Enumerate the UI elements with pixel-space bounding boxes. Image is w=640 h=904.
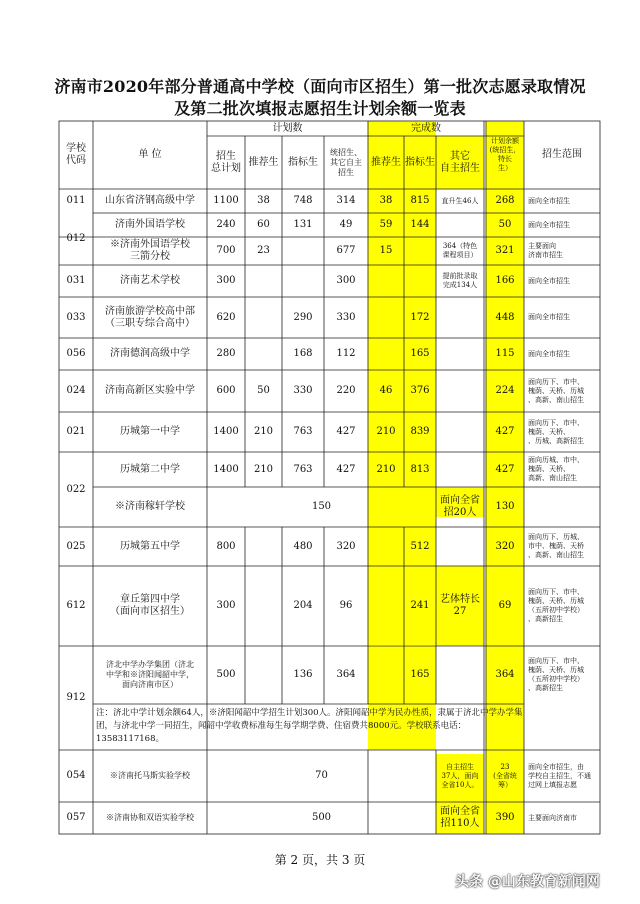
cell-unit: 历城第二中学 xyxy=(120,463,180,475)
cell-remain: 115 xyxy=(495,348,515,359)
header-plan-group: 计划数 xyxy=(272,122,303,134)
cell-rec: 210 xyxy=(253,426,274,437)
cell-quota: 136 xyxy=(293,669,313,680)
cell-uni: 427 xyxy=(336,463,356,475)
cell-total: 1400 xyxy=(213,463,239,475)
cell-unit: ※济南外国语学校 三箭分校 xyxy=(110,239,190,262)
cell-scope: 主要面向 济南市招生 xyxy=(528,242,563,259)
cell-merged-plan: 70 xyxy=(315,770,328,781)
cell-unit: 济南德润高级中学 xyxy=(110,348,190,359)
header-remain: 计划余额 (统招生， 特长 生） xyxy=(489,137,521,172)
row-code: 031 xyxy=(66,275,86,286)
cell-scope: 面向历下、市中、 槐荫、天桥、历城 （五所初中学校） 、高新招生 xyxy=(528,588,584,623)
cell-d-rec: 210 xyxy=(376,426,396,437)
cell-rec xyxy=(245,265,282,297)
cell-rec: 23 xyxy=(257,245,270,256)
cell-scope: 面向历下、市中、 槐荫、天桥、历城 （五所初中学校） 、高新招生 xyxy=(528,657,584,692)
cell-d-other: 自主招生 37人，面向 全省10人。 xyxy=(441,762,479,789)
row-code: 056 xyxy=(66,348,86,359)
cell-d-other xyxy=(436,452,484,487)
page-footer: 第 2 页，共 3 页 xyxy=(274,853,366,867)
cell-rec xyxy=(245,297,282,338)
cell-remain: 50 xyxy=(498,219,512,230)
cell-d-rec xyxy=(368,265,404,297)
cell-rec: 50 xyxy=(257,385,270,396)
cell-d-quota xyxy=(404,237,436,265)
cell-uni: 220 xyxy=(336,385,356,396)
cell-remain: 130 xyxy=(495,501,515,512)
cell-uni: 330 xyxy=(336,311,356,323)
cell-unit: ※济南托马斯实验学校 xyxy=(110,771,190,780)
cell-d-quota: 165 xyxy=(410,348,430,359)
cell-quota: 168 xyxy=(293,348,313,359)
header-plan-unified: 统招生、 其它自主 招生 xyxy=(330,147,362,177)
cell-remain: 320 xyxy=(495,540,515,552)
cell-d-quota: 241 xyxy=(410,600,430,611)
cell-d-rec xyxy=(368,338,404,370)
cell-scope: 面向历下、市中、 槐荫、天桥、 、历城、高新招生 xyxy=(528,418,584,445)
cell-rec: 38 xyxy=(257,195,270,206)
row-code: 022 xyxy=(66,483,86,495)
cell-unit: 章丘第四中学 （面向市区招生） xyxy=(110,594,190,617)
cell-d-rec xyxy=(368,646,404,704)
cell-d-other: 面向全省 招20人 xyxy=(440,495,480,518)
row-code: 024 xyxy=(66,385,86,396)
cell-total: 500 xyxy=(216,669,236,680)
cell-rec: 60 xyxy=(257,219,270,230)
watermark: 头条 @山东教育新闻网 xyxy=(455,874,600,890)
cell-remain: 390 xyxy=(495,812,515,823)
row-code: 012 xyxy=(66,233,86,244)
row-code: 057 xyxy=(66,812,86,823)
cell-uni: 112 xyxy=(336,348,356,359)
cell-d-rec: 38 xyxy=(379,195,393,206)
cell-unit: 济南艺术学校 xyxy=(120,275,180,286)
cell-d-quota: 376 xyxy=(410,385,430,396)
cell-scope: 面向全市招生 xyxy=(528,349,570,358)
cell-d-other xyxy=(436,527,484,566)
cell-d-other: 提前批录取 完成134人 xyxy=(442,272,478,289)
cell-d-quota: 512 xyxy=(410,540,430,552)
cell-d-other: 直升生46人 xyxy=(441,196,479,205)
cell-quota: 290 xyxy=(293,311,313,323)
cell-remain: 268 xyxy=(495,195,515,206)
cell-remain: 427 xyxy=(495,426,515,437)
cell-uni: 364 xyxy=(336,669,356,680)
cell-d-rec xyxy=(368,527,404,566)
cell-total: 1100 xyxy=(213,195,239,206)
cell-total: 620 xyxy=(216,311,236,323)
cell-d-rec xyxy=(368,566,404,646)
header-done-quota: 指标生 xyxy=(405,156,435,168)
cell-d-other xyxy=(436,370,484,412)
cell-d-quota: 172 xyxy=(410,311,430,323)
cell-remain: 448 xyxy=(495,311,515,323)
header-done-group: 完成数 xyxy=(411,122,441,134)
cell-d-quota: 144 xyxy=(410,219,430,230)
cell-scope: 面向历城、市中、 槐荫、天桥、 高新、南山招生 xyxy=(528,456,584,482)
cell-unit: 济南旅游学校高中部 （三职专综合高中） xyxy=(105,305,195,329)
cell-merged-plan: 150 xyxy=(311,501,332,512)
cell-rec xyxy=(245,566,282,646)
note-912: 注：济北中学计划余额64人，※济阳闻韶中学招生计划300人。济阳闻韶中学为民办性质，隶属于济北中学办学集团，与济北中学一同招生，闻韶中学收费标准每生每学期学费、住宿费共8000元。学校联系电话：13583117168。 xyxy=(96,708,523,744)
cell-total: 300 xyxy=(216,600,236,611)
cell-quota: 748 xyxy=(293,195,313,206)
cell-scope: 面向全市招生 xyxy=(528,196,570,205)
cell-d-other: 面向全省 招110人 xyxy=(440,806,480,829)
cell-remain: 224 xyxy=(495,385,515,396)
row-code: 912 xyxy=(66,692,86,703)
cell-remain: 427 xyxy=(495,463,515,475)
cell-d-other xyxy=(436,213,484,237)
cell-scope: 面向全市招生，由 学校自主招生，不通 过网上填报志愿 xyxy=(528,762,591,789)
cell-d-quota: 815 xyxy=(410,195,430,206)
cell-quota: 763 xyxy=(293,426,313,437)
cell-d-rec: 15 xyxy=(379,245,393,256)
cell-total: 300 xyxy=(216,275,236,286)
cell-unit: 历城第五中学 xyxy=(120,540,180,552)
cell-uni: 320 xyxy=(336,540,356,552)
header-scope: 招生范围 xyxy=(542,149,582,160)
cell-scope: 面向全市招生 xyxy=(528,276,570,285)
cell-d-other: 364（特色 课程项目） xyxy=(442,242,478,259)
cell-unit: 济南高新区实验中学 xyxy=(105,385,195,396)
cell-rec xyxy=(245,527,282,566)
cell-scope xyxy=(524,487,600,527)
cell-remain: 69 xyxy=(498,600,512,611)
cell-d-rec: 59 xyxy=(379,219,393,230)
page-title-line2: 及第二批次填报志愿招生计划余额一览表 xyxy=(174,99,466,118)
cell-d-other: 艺体特长 27 xyxy=(440,594,480,617)
cell-scope: 面向历下、历城、 市中、槐荫、天桥 、高新、南山招生 xyxy=(528,533,584,559)
cell-d-quota: 813 xyxy=(410,463,430,475)
cell-rec xyxy=(245,646,282,704)
cell-scope: 面向历下、市中、 槐荫、天桥、历城 、高新、南山招生 xyxy=(528,377,584,404)
cell-quota xyxy=(282,237,324,265)
cell-d-rec: 46 xyxy=(379,385,393,396)
header-done-recommend: 推荐生 xyxy=(371,156,401,168)
cell-unit: ※济南协和双语实验学校 xyxy=(106,813,194,822)
cell-d-other xyxy=(436,297,484,338)
cell-quota: 763 xyxy=(293,463,313,475)
cell-merged-plan: 500 xyxy=(311,812,332,823)
cell-remain: 166 xyxy=(495,275,515,286)
cell-unit: 历城第一中学 xyxy=(120,426,180,437)
cell-uni: 49 xyxy=(339,219,353,230)
cell-unit: 山东省济钢高级中学 xyxy=(105,195,195,206)
cell-total: 280 xyxy=(216,348,236,359)
cell-total: 800 xyxy=(216,540,236,552)
cell-d-rec xyxy=(368,297,404,338)
cell-scope: 主要面向济南市 xyxy=(528,813,577,822)
cell-quota: 330 xyxy=(293,385,313,396)
cell-unit: 济南外国语学校 xyxy=(115,219,185,230)
cell-total: 700 xyxy=(216,245,236,256)
header-plan-recommend: 推荐生 xyxy=(248,156,279,168)
cell-uni: 96 xyxy=(339,600,353,611)
cell-scope: 面向全市招生 xyxy=(528,220,570,229)
header-unit: 单 位 xyxy=(138,149,162,160)
row-code: 054 xyxy=(66,770,86,781)
cell-d-other xyxy=(436,338,484,370)
row-code: 011 xyxy=(66,195,86,206)
page-title-line1: 济南市2020年部分普通高中学校（面向市区招生）第一批次志愿录取情况 xyxy=(54,77,586,96)
cell-quota xyxy=(282,265,324,297)
header-code: 学校 代码 xyxy=(66,143,86,166)
cell-total: 600 xyxy=(216,385,236,396)
row-code: 025 xyxy=(66,540,86,552)
header-done-other: 其它 自主招生 xyxy=(440,150,480,174)
cell-d-other xyxy=(436,412,484,452)
cell-rec xyxy=(245,338,282,370)
cell-d-quota: 839 xyxy=(410,426,430,437)
cell-d-quota xyxy=(404,265,436,297)
cell-uni: 427 xyxy=(336,426,356,437)
cell-unit: 济北中学办学集团（济北 中学和※济阳闻韶中学， 面向济南市区） xyxy=(106,660,194,689)
cell-total: 1400 xyxy=(213,426,239,437)
cell-total: 240 xyxy=(216,219,236,230)
cell-remain: 364 xyxy=(495,669,515,680)
cell-uni: 300 xyxy=(336,275,356,286)
cell-scope: 面向全市招生 xyxy=(528,313,570,321)
row-code: 021 xyxy=(66,426,86,437)
cell-unit: ※济南稼轩学校 xyxy=(115,501,185,512)
cell-d-other xyxy=(436,646,484,704)
cell-quota: 204 xyxy=(293,600,313,611)
cell-remain: 321 xyxy=(495,245,515,256)
cell-quota: 131 xyxy=(293,219,313,230)
row-code: 612 xyxy=(66,600,86,611)
cell-d-quota: 165 xyxy=(410,669,430,680)
header-plan-total: 招生 总计划 xyxy=(211,150,241,174)
cell-uni: 314 xyxy=(336,195,356,206)
cell-d-rec: 210 xyxy=(376,463,396,475)
header-plan-quota: 指标生 xyxy=(288,156,318,168)
cell-quota: 480 xyxy=(293,540,313,552)
cell-uni: 677 xyxy=(336,245,356,256)
row-code: 033 xyxy=(66,311,86,323)
cell-rec: 210 xyxy=(253,463,274,475)
cell-remain: 23 (全省统 筹） xyxy=(493,762,517,789)
